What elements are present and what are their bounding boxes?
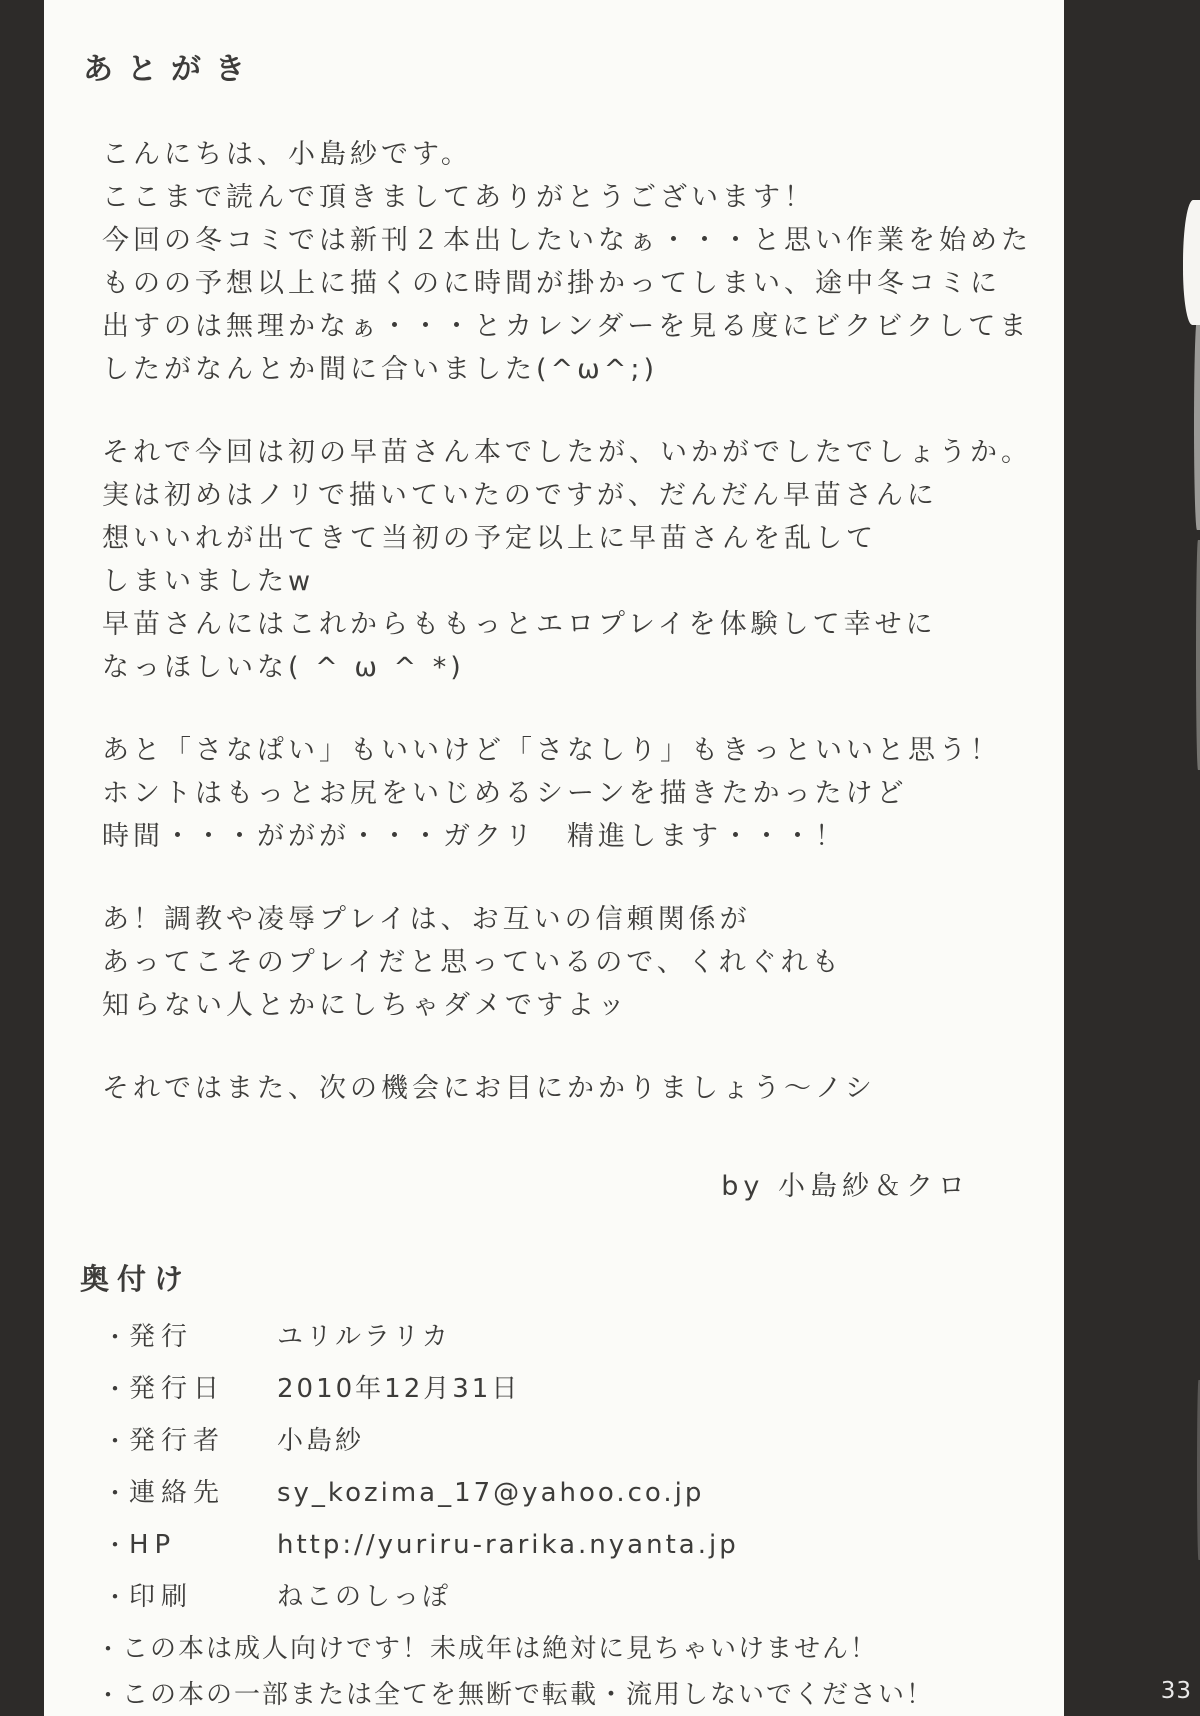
paragraph-3 <box>102 729 1024 858</box>
paragraph-1 <box>102 133 1032 391</box>
bullet-icon: ・ <box>103 1323 127 1351</box>
colophon-row <box>103 1424 1024 1458</box>
text-line: 出すのは無理かなぁ・・・とカレンダーを見る度にビクビクしてま <box>102 311 1031 342</box>
torn-paper-edge <box>1194 320 1200 530</box>
colophon-notices <box>80 1632 1024 1712</box>
colophon-label: 発行 <box>129 1322 194 1352</box>
bullet-icon: ・ <box>96 1635 120 1663</box>
text-line: 知らない人とかにしちゃダメですよッ <box>102 990 629 1021</box>
text-line: 時間・・・ががが・・・ガクリ 精進します・・・！ <box>102 821 846 852</box>
text-line: あと「さなぱい」もいいけど「さなしり」もきっといいと思う！ <box>102 735 1001 766</box>
colophon-value: ねこのしっぽ <box>277 1582 452 1612</box>
author-signature: by 小島紗＆クロ <box>721 1171 970 1202</box>
colophon-row <box>103 1580 1024 1614</box>
text-line: 想いいれが出てきて当初の予定以上に早苗さんを乱して <box>102 523 877 554</box>
bullet-icon: ・ <box>103 1583 127 1611</box>
colophon-label: 発行日 <box>129 1374 226 1404</box>
text-line: 早苗さんにはこれからももっとエロプレイを体験して幸せに <box>102 609 937 640</box>
text-line: したがなんとか間に合いました(^ω^;) <box>102 354 659 385</box>
text-line: ここまで読んで頂きましてありがとうございます！ <box>102 182 815 213</box>
notice-text: この本の一部または全てを無断で転載・流用しないでください！ <box>122 1680 935 1710</box>
colophon-label: 印刷 <box>129 1582 194 1612</box>
colophon-value: 2010年12月31日 <box>277 1374 521 1404</box>
paragraph-2 <box>102 431 1032 689</box>
scan-border-left <box>0 0 44 1716</box>
text-line: それではまた、次の機会にお目にかかりましょう〜ノシ <box>102 1073 876 1104</box>
paragraph-5 <box>102 1067 1024 1110</box>
colophon-value: http://yuriru-rarika.nyanta.jp <box>277 1530 739 1560</box>
afterword-page <box>44 0 1064 1716</box>
text-line: それで今回は初の早苗さん本でしたが、いかがでしたでしょうか。 <box>102 437 1032 468</box>
text-line: 今回の冬コミでは新刊２本出したいなぁ・・・と思い作業を始めた <box>102 225 1032 256</box>
text-line: しまいましたw <box>102 566 315 597</box>
colophon-value: ユリルラリカ <box>277 1322 451 1352</box>
colophon-row <box>103 1320 1024 1354</box>
colophon-label: HP <box>129 1530 177 1560</box>
bullet-icon: ・ <box>103 1375 127 1403</box>
scan-border-right <box>1064 0 1200 1716</box>
text-line: 実は初めはノリで描いていたのですが、だんだん早苗さんに <box>102 480 938 511</box>
colophon-label: 発行者 <box>129 1426 226 1456</box>
colophon-value: 小島紗 <box>277 1426 365 1456</box>
torn-paper-edge <box>1196 540 1200 770</box>
afterword-title: あとがき <box>83 52 259 87</box>
bullet-icon: ・ <box>103 1479 127 1507</box>
text-line: なっほしいな( ^ ω ^ *) <box>102 652 465 683</box>
notice-row <box>96 1632 1024 1666</box>
page-number: 33 <box>1160 1678 1192 1704</box>
paragraph-4 <box>102 898 1024 1027</box>
bullet-icon: ・ <box>103 1531 127 1559</box>
colophon-title: 奥付け <box>80 1262 192 1296</box>
torn-paper-edge <box>1183 200 1200 325</box>
bullet-icon: ・ <box>103 1427 127 1455</box>
colophon-row <box>103 1476 1024 1510</box>
bullet-icon: ・ <box>96 1681 120 1709</box>
text-line: ものの予想以上に描くのに時間が掛かってしまい、途中冬コミに <box>102 268 1001 299</box>
afterword-body <box>80 133 1032 1110</box>
text-line: ホントはもっとお尻をいじめるシーンを描きたかったけど <box>102 778 908 809</box>
colophon-row <box>103 1372 1024 1406</box>
text-line: あってこそのプレイだと思っているので、くれぐれも <box>102 947 843 978</box>
colophon-label: 連絡先 <box>129 1478 226 1508</box>
colophon-value: sy_kozima_17@yahoo.co.jp <box>277 1478 705 1508</box>
text-line: こんにちは、小島紗です。 <box>102 139 472 170</box>
notice-text: この本は成人向けです！未成年は絶対に見ちゃいけません！ <box>122 1634 879 1664</box>
notice-row <box>96 1678 1024 1712</box>
colophon-row <box>103 1528 1024 1562</box>
text-line: あ！調教や凌辱プレイは、お互いの信頼関係が <box>102 904 751 935</box>
colophon-entries <box>80 1320 1024 1614</box>
